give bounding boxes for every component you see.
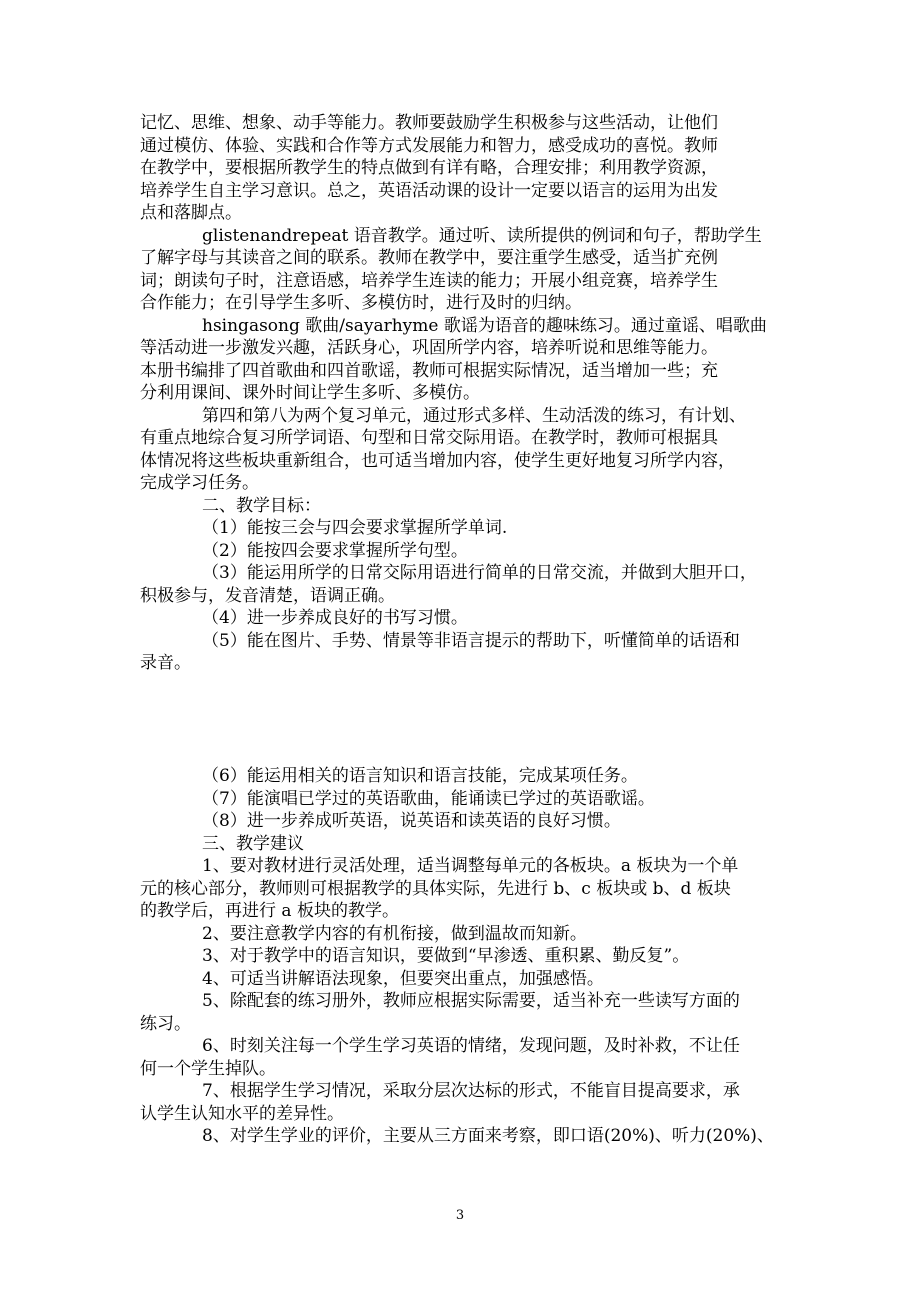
text-line: 分利用课间、课外时间让学生多听、多模仿。 <box>140 383 480 403</box>
text-line: 完成学习任务。 <box>140 473 259 493</box>
text-line: 等活动进一步激发兴趣，活跃身心，巩固所学内容，培养听说和思维等能力。 <box>140 338 718 358</box>
text-line: 练习。 <box>140 1013 191 1034</box>
suggestion-item: 3、对于教学中的语言知识，要做到“早渗透、重积累、勤反复”。 <box>202 946 690 966</box>
text-line: 何一个学生掉队。 <box>140 1058 276 1079</box>
suggestion-item: 7、根据学生学习情况，采取分层次达标的形式，不能盲目提高要求，承 <box>202 1081 740 1101</box>
section-heading: 三、教学建议 <box>202 833 304 854</box>
text-line: 点和落脚点。 <box>140 203 242 223</box>
text-block-upper <box>140 112 790 675</box>
text-line: 有重点地综合复习所学词语、句型和日常交际用语。在教学时，教师可根据具 <box>140 428 718 448</box>
suggestion-item: 8、对学生学业的评价，主要从三方面来考察，即口语(20%)、听力(20%)、 <box>202 1126 774 1146</box>
paragraph-start-line: 第四和第八为两个复习单元，通过形式多样、生动活泼的练习，有计划、 <box>202 405 746 426</box>
suggestion-item: 2、要注意教学内容的有机衔接，做到温故而知新。 <box>202 923 587 944</box>
suggestion-item: 5、除配套的练习册外，教师应根据实际需要，适当补充一些读写方面的 <box>202 991 740 1011</box>
goal-item: （3）能运用所学的日常交际用语进行简单的日常交流，并做到大胆开口， <box>202 563 757 583</box>
suggestion-item: 4、可适当讲解语法现象，但要突出重点，加强感悟。 <box>202 968 604 989</box>
text-line: 记忆、思维、想象、动手等能力。教师要鼓励学生积极参与这些活动，让他们 <box>140 113 718 133</box>
text-line: 通过模仿、体验、实践和合作等方式发展能力和智力，感受成功的喜悦。教师 <box>140 135 718 156</box>
text-line: 培养学生自主学习意识。总之，英语活动课的设计一定要以语言的运用为出发 <box>140 180 718 201</box>
goal-item: （7）能演唱已学过的英语歌曲，能诵读已学过的英语歌谣。 <box>202 788 655 809</box>
goal-item: （6）能运用相关的语言知识和语言技能，完成某项任务。 <box>202 766 638 786</box>
section-heading: 二、教学目标： <box>202 495 321 516</box>
text-line: 体情况将这些板块重新组合，也可适当增加内容，使学生更好地复习所学内容， <box>140 450 735 471</box>
goal-item: （4）进一步养成良好的书写习惯。 <box>202 608 468 628</box>
text-line: 在教学中，要根据所教学生的特点做到有详有略，合理安排；利用教学资源， <box>140 158 718 178</box>
text-line: 积极参与，发音清楚，语调正确。 <box>140 585 395 606</box>
goal-item: （5）能在图片、手势、情景等非语言提示的帮助下，听懂简单的话语和 <box>202 630 740 651</box>
text-line: 录音。 <box>140 653 191 673</box>
paragraph-start-line: glistenandrepeat 语音教学。通过听、读所提供的例词和句子，帮助学生 <box>202 225 762 246</box>
text-line: 元的核心部分，教师则可根据教学的具体实际，先进行 b、c 板块或 b、d 板块 <box>140 878 731 899</box>
goal-item: （8）进一步养成听英语，说英语和读英语的良好习惯。 <box>202 811 621 831</box>
suggestion-item: 6、时刻关注每一个学生学习英语的情绪，发现问题，及时补救，不让任 <box>202 1036 740 1056</box>
text-line: 词；朗读句子时，注意语感，培养学生连读的能力；开展小组竞赛，培养学生 <box>140 270 718 291</box>
text-line: 合作能力；在引导学生多听、多模仿时，进行及时的归纳。 <box>140 293 582 313</box>
text-line: 认学生认知水平的差异性。 <box>140 1103 344 1124</box>
suggestion-item: 1、要对教材进行灵活处理，适当调整每单元的各板块。a 板块为一个单 <box>202 856 739 876</box>
paragraph-start-line: hsingasong 歌曲/sayarhyme 歌谣为语音的趣味练习。通过童谣、唱歌曲 <box>202 315 767 336</box>
goal-item: （1）能按三会与四会要求掌握所学单词. <box>202 518 508 538</box>
text-block-lower <box>140 765 790 1148</box>
text-line: 本册书编排了四首歌曲和四首歌谣，教师可根据实际情况，适当增加一些；充 <box>140 360 718 381</box>
page-number: 3 <box>455 1208 465 1223</box>
text-line: 的教学后，再进行 a 板块的教学。 <box>140 901 399 921</box>
text-line: 了解字母与其读音之间的联系。教师在教学中，要注重学生感受，适当扩充例 <box>140 248 718 268</box>
goal-item: （2）能按四会要求掌握所学句型。 <box>202 540 468 561</box>
